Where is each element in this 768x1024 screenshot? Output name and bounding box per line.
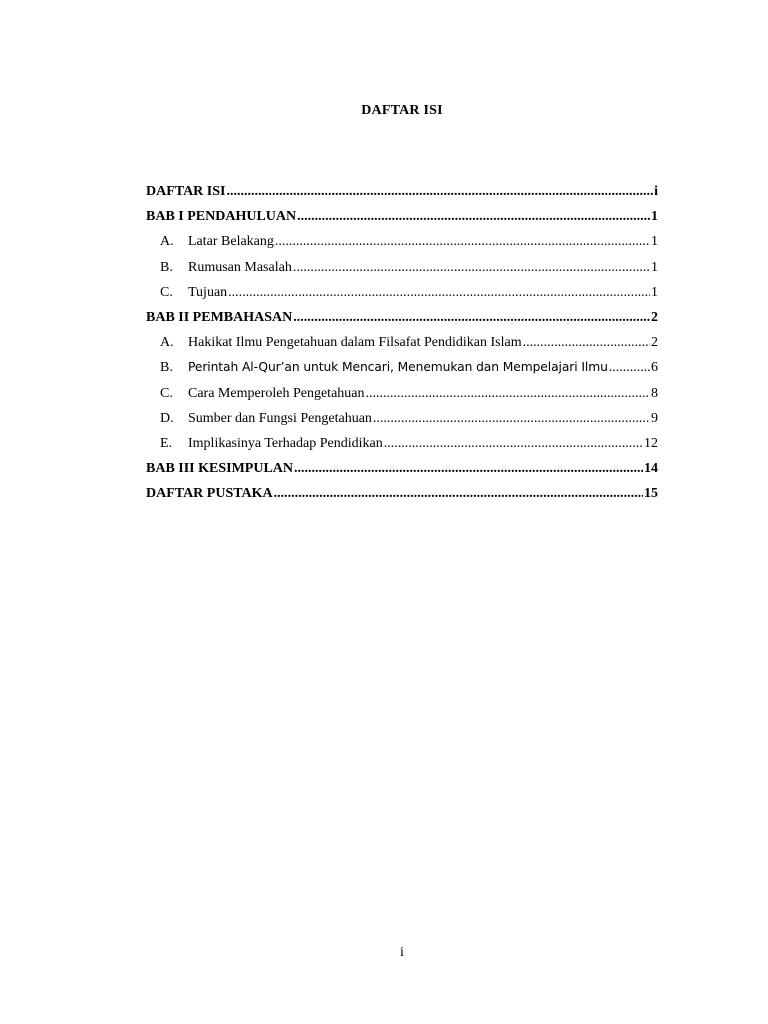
- toc-entry-daftar-isi[interactable]: [146, 179, 658, 204]
- toc-entry-label: Cara Memperoleh Pengetahuan: [188, 385, 365, 401]
- toc-entry-label: BAB I PENDAHULUAN: [146, 209, 297, 225]
- toc-entry-label: BAB II PEMBAHASAN: [146, 309, 293, 325]
- toc-entry-label: Perintah Al-Qur’an untuk Mencari, Menemukan dan Mempelajari Ilmu: [188, 360, 608, 375]
- toc-entry-label: Tujuan: [188, 284, 228, 300]
- toc-entry-bab-1[interactable]: [146, 204, 658, 229]
- toc-entry-letter: A.: [160, 335, 174, 351]
- dot-leader: [609, 355, 650, 380]
- toc-entry-page: 1: [651, 209, 658, 225]
- toc-entry-label: DAFTAR PUSTAKA: [146, 486, 273, 502]
- toc-entry-daftar-pustaka[interactable]: [146, 481, 658, 506]
- dot-leader: [228, 280, 650, 305]
- toc-entry-page: 6: [651, 360, 658, 376]
- dot-leader: [366, 381, 651, 406]
- toc-entry-page: 2: [651, 309, 658, 325]
- toc-entry-page: 15: [644, 486, 658, 502]
- toc-entry-label: Sumber dan Fungsi Pengetahuan: [188, 410, 372, 426]
- toc-entry-letter: D.: [160, 410, 174, 426]
- toc-entry-page: 1: [651, 259, 658, 275]
- toc-entry-page: 12: [644, 435, 658, 451]
- toc-entry-page: 1: [651, 234, 658, 250]
- toc-entry-page: 1: [651, 284, 658, 300]
- toc-entry-letter: A.: [160, 234, 174, 250]
- toc-entry-page: 14: [644, 461, 658, 477]
- toc-entry-letter: B.: [160, 259, 173, 275]
- toc-entry-label: Hakikat Ilmu Pengetahuan dalam Filsafat Pendidikan Islam: [188, 335, 522, 351]
- toc-entry-page: 8: [651, 385, 658, 401]
- page-title: DAFTAR ISI: [361, 103, 443, 118]
- toc-entry-page: 2: [651, 335, 658, 351]
- dot-leader: [293, 255, 650, 280]
- dot-leader: [523, 330, 650, 355]
- dot-leader: [226, 179, 653, 204]
- dot-leader: [297, 204, 650, 229]
- dot-leader: [294, 456, 643, 481]
- toc-entry-label: Latar Belakang: [188, 234, 274, 250]
- toc-entry-letter: E.: [160, 435, 173, 451]
- toc-entry-latar-belakang[interactable]: [146, 229, 658, 254]
- toc-entry-page: 9: [651, 410, 658, 426]
- dot-leader: [384, 431, 643, 456]
- dot-leader: [293, 305, 650, 330]
- toc-entry-label: DAFTAR ISI: [146, 184, 226, 199]
- toc-entry-hakikat-ilmu[interactable]: [146, 330, 658, 355]
- toc-entry-tujuan[interactable]: [146, 280, 658, 305]
- toc-entry-cara-memperoleh[interactable]: [146, 381, 658, 406]
- page-number: i: [400, 945, 404, 960]
- toc-entry-bab-2[interactable]: [146, 305, 658, 330]
- toc-entry-label: BAB III KESIMPULAN: [146, 461, 294, 477]
- dot-leader: [373, 406, 650, 431]
- toc-entry-bab-3[interactable]: [146, 456, 658, 481]
- toc-entry-rumusan-masalah[interactable]: [146, 255, 658, 280]
- toc-entry-page: i: [654, 184, 658, 199]
- toc-entry-perintah-al-quran[interactable]: [146, 355, 658, 380]
- toc-entry-sumber-fungsi[interactable]: [146, 406, 658, 431]
- toc-entry-label: Rumusan Masalah: [188, 259, 292, 275]
- toc-entry-letter: C.: [160, 385, 173, 401]
- toc-entry-implikasi[interactable]: [146, 431, 658, 456]
- table-of-contents: [146, 179, 658, 506]
- toc-entry-letter: B.: [160, 360, 173, 376]
- dot-leader: [274, 481, 643, 506]
- toc-entry-label: Implikasinya Terhadap Pendidikan: [188, 435, 383, 451]
- toc-entry-letter: C.: [160, 284, 173, 300]
- dot-leader: [275, 229, 650, 254]
